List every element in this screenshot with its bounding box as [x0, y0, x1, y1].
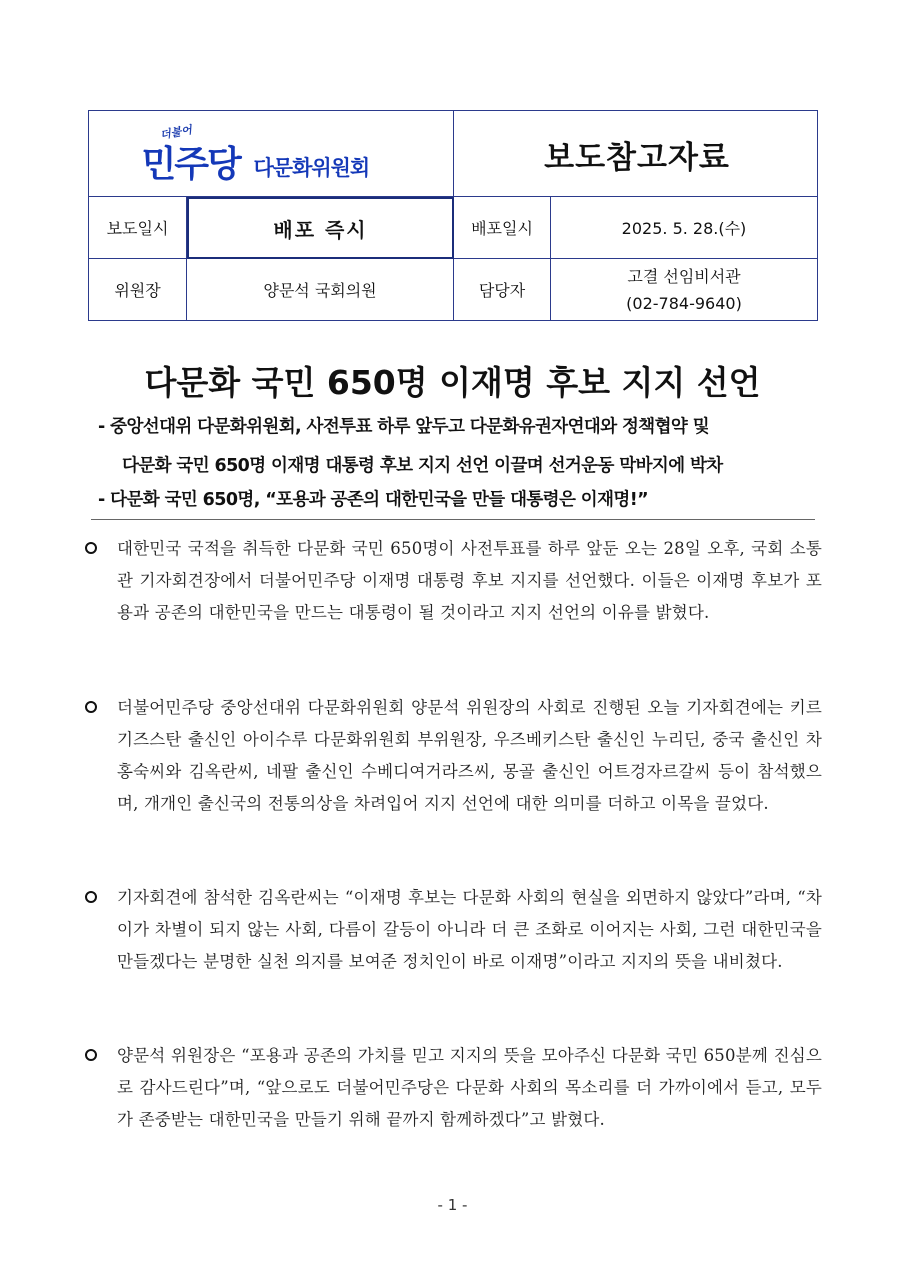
- press-header-table: [88, 110, 818, 321]
- party-logo: [89, 111, 454, 197]
- circle-bullet-icon: [85, 891, 97, 903]
- logo-main-text: 민주당: [141, 144, 240, 185]
- chair-label: 위원장: [114, 281, 161, 300]
- paragraph-text: 대한민국 국적을 취득한 다문화 국민 650명이 사전투표를 하루 앞둔 오는 28일 오후, 국회 소통관 기자회견장에서 더불어민주당 이재명 대통령 후보 지지를 선언했다. 이들은 이재명 후보가 포용과 공존의 대한민국을 만드는 대통령이 될 것이라고 지지 선언의 이유를 밝혔다.: [117, 539, 822, 622]
- circle-bullet-icon: [85, 701, 97, 713]
- circle-bullet-icon: [85, 542, 97, 554]
- contact-name: 고결 선임비서관: [627, 266, 741, 286]
- circle-bullet-icon: [85, 1049, 97, 1061]
- release-time-label: 보도일시: [106, 219, 169, 238]
- paragraph-text: 양문석 위원장은 “포용과 공존의 가치를 믿고 지지의 뜻을 모아주신 다문화 국민 650분께 진심으로 감사드린다”며, “앞으로도 더불어민주당은 다문화 사회의 목소리를 더 가까이에서 듣고, 모두가 존중받는 대한민국을 만들기 위해 끝까지 함께하겠다”고 밝혔다.: [117, 1046, 822, 1129]
- paragraph-text: 더불어민주당 중앙선대위 다문화위원회 양문석 위원장의 사회로 진행된 오늘 기자회견에는 키르기즈스탄 출신인 아이수루 다문화위원회 부위원장, 우즈베키스탄 출신인 누리딘, 중국 출신인 차홍숙씨와 김옥란씨, 네팔 출신인 수베디여거라즈씨, 몽골 출신인 어트겅자르갈씨 등이 참석했으며, 개개인 출신국의 전통의상을 차려입어 지지 선언에 대한 의미를 더하고 이목을 끌었다.: [117, 698, 822, 813]
- page-number: - 1 -: [437, 1196, 468, 1214]
- logo-committee-text: 다문화위원회: [253, 156, 370, 180]
- release-time-value: 배포 즉시: [187, 197, 454, 259]
- subtitle-line: 다문화 국민 650명 이재명 대통령 후보 지지 선언 이끌며 선거운동 막바지에 박차: [122, 456, 723, 476]
- contact-value: [551, 259, 817, 320]
- chair-value: 양문석 국회의원: [263, 281, 377, 300]
- contact-phone: (02-784-9640): [626, 293, 742, 313]
- distribution-date-label: 배포일시: [471, 219, 533, 238]
- paragraph-text: 기자회견에 참석한 김옥란씨는 “이재명 후보는 다문화 사회의 현실을 외면하지 않았다”라며, “차이가 차별이 되지 않는 사회, 다름이 갈등이 아니라 더 큰 조화로 이어지는 사회, 그런 대한민국을 만들겠다는 분명한 실천 의지를 보여준 정치인이 바로 이재명”이라고 지지의 뜻을 내비쳤다.: [117, 888, 822, 971]
- distribution-date-value: 2025. 5. 28.(수): [621, 219, 747, 238]
- subtitle-line: - 중앙선대위 다문화위원회, 사전투표 하루 앞두고 다문화유권자연대와 정책협약 및: [98, 417, 710, 437]
- logo-small-text: 더불어: [158, 123, 193, 142]
- press-title: 다문화 국민 650명 이재명 후보 지지 선언: [144, 363, 761, 402]
- contact-label: 담당자: [478, 281, 526, 300]
- document-type: 보도참고자료: [544, 139, 730, 176]
- subtitle-line: - 다문화 국민 650명, “포용과 공존의 대한민국을 만들 대통령은 이재명!”: [98, 490, 648, 510]
- section-divider: [91, 519, 815, 520]
